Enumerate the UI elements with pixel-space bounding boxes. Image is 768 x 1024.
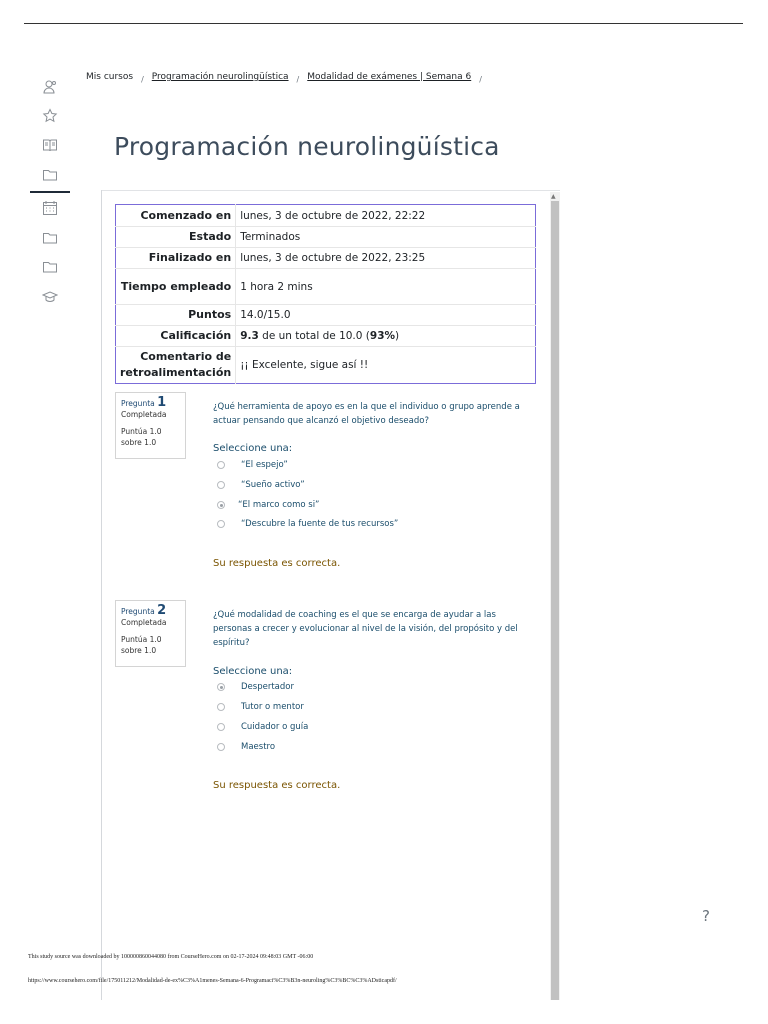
question-text: ¿Qué herramienta de apoyo es en la que el individuo o grupo aprende a actuar pensando que alcanzó el objetivo deseado? bbox=[213, 402, 520, 426]
summary-label: Finalizado en bbox=[116, 248, 236, 269]
answer-option[interactable] bbox=[217, 742, 275, 752]
page-title: Programación neurolingüística bbox=[114, 132, 500, 161]
summary-label: Tiempo empleado bbox=[116, 269, 236, 305]
folder-icon[interactable] bbox=[42, 230, 58, 246]
summary-value: 14.0/15.0 bbox=[236, 305, 536, 326]
question-text: ¿Qué modalidad de coaching es el que se encarga de ayudar a las personas a crecer y evolucionar al nivel de la visión, del propósito y del espíritu? bbox=[213, 610, 518, 648]
summary-row-feedback bbox=[116, 347, 536, 384]
summary-value: Terminados bbox=[236, 227, 536, 248]
question-status: Completada bbox=[121, 410, 167, 419]
top-divider bbox=[24, 23, 743, 24]
question-status: Completada bbox=[121, 618, 167, 627]
question-label: Pregunta bbox=[121, 607, 155, 616]
question-number: 2 bbox=[157, 603, 167, 618]
summary-value: 1 hora 2 mins bbox=[236, 269, 536, 305]
select-one-label: Seleccione una: bbox=[213, 666, 293, 677]
answer-option-selected[interactable] bbox=[217, 500, 319, 510]
breadcrumb-section-link[interactable]: Modalidad de exámenes | Semana 6 bbox=[307, 72, 472, 82]
scrollbar-thumb[interactable] bbox=[551, 201, 559, 1000]
option-label: Maestro bbox=[241, 742, 276, 752]
select-one-label: Seleccione una: bbox=[213, 443, 293, 454]
summary-row-time-taken bbox=[116, 269, 536, 305]
radio-button[interactable] bbox=[217, 481, 225, 489]
summary-row-started bbox=[116, 205, 536, 227]
breadcrumb-my-courses[interactable]: Mis cursos bbox=[86, 72, 134, 82]
grade-percent: 93% bbox=[369, 330, 396, 342]
answer-option[interactable] bbox=[217, 519, 398, 529]
question-score: Puntúa 1.0 sobre 1.0 bbox=[121, 427, 162, 447]
user-participants-icon[interactable] bbox=[42, 79, 58, 95]
folder-icon[interactable] bbox=[42, 167, 58, 183]
summary-value: lunes, 3 de octubre de 2022, 23:25 bbox=[236, 248, 536, 269]
breadcrumb-separator: / bbox=[296, 74, 300, 84]
answer-option[interactable] bbox=[217, 480, 305, 490]
summary-label: Puntos bbox=[116, 305, 236, 326]
active-nav-indicator bbox=[30, 191, 70, 193]
question-number: 1 bbox=[157, 395, 167, 410]
breadcrumb bbox=[86, 72, 490, 82]
attempt-summary-table bbox=[115, 204, 536, 384]
calendar-icon[interactable] bbox=[42, 200, 58, 216]
summary-value bbox=[236, 326, 536, 347]
question-label: Pregunta bbox=[121, 399, 155, 408]
option-label: “Descubre la fuente de tus recursos” bbox=[241, 519, 399, 529]
summary-row-marks bbox=[116, 305, 536, 326]
graduation-cap-icon[interactable] bbox=[42, 289, 58, 305]
radio-button[interactable] bbox=[217, 520, 225, 528]
question-score: Puntúa 1.0 sobre 1.0 bbox=[121, 635, 162, 655]
summary-row-state bbox=[116, 227, 536, 248]
option-label: Tutor o mentor bbox=[241, 702, 304, 712]
scroll-up-icon[interactable]: ▲ bbox=[551, 193, 556, 200]
summary-row-finished bbox=[116, 248, 536, 269]
summary-value: lunes, 3 de octubre de 2022, 22:22 bbox=[236, 205, 536, 227]
radio-button[interactable] bbox=[217, 723, 225, 731]
radio-button[interactable] bbox=[217, 461, 225, 469]
summary-label: Estado bbox=[116, 227, 236, 248]
radio-button[interactable] bbox=[217, 743, 225, 751]
answer-option[interactable] bbox=[217, 460, 288, 470]
folder-icon[interactable] bbox=[42, 259, 58, 275]
answer-option[interactable] bbox=[217, 702, 304, 712]
radio-button[interactable] bbox=[217, 703, 225, 711]
breadcrumb-separator: / bbox=[479, 74, 482, 84]
question-feedback: Su respuesta es correcta. bbox=[213, 558, 341, 569]
question-info-box bbox=[115, 600, 186, 667]
footer-source-url: https://www.coursehero.com/file/175011212/Modalidad-de-ex%C3%A1menes-Semana-6-Programaci%C3%B3n-neuroling%C3%BC%C3%ADsticapdf/ bbox=[28, 978, 397, 984]
answer-option[interactable] bbox=[217, 722, 308, 732]
star-icon[interactable] bbox=[42, 108, 58, 124]
summary-label: Comentario de retroalimentación bbox=[116, 347, 236, 384]
option-label: “El espejo” bbox=[241, 460, 288, 470]
option-label: Cuidador o guía bbox=[241, 722, 309, 732]
book-icon[interactable] bbox=[42, 137, 58, 153]
summary-label: Comenzado en bbox=[116, 205, 236, 227]
grade-close: ) bbox=[395, 330, 400, 342]
question-feedback: Su respuesta es correcta. bbox=[213, 780, 341, 791]
breadcrumb-course-link[interactable]: Programación neurolingüística bbox=[151, 72, 289, 82]
radio-button-selected[interactable] bbox=[217, 683, 225, 691]
summary-label: Calificación bbox=[116, 326, 236, 347]
grade-value: 9.3 bbox=[240, 330, 259, 342]
grade-total: de un total de 10.0 ( bbox=[262, 330, 370, 342]
option-label: Despertador bbox=[241, 682, 294, 692]
help-button[interactable]: ? bbox=[702, 907, 710, 925]
summary-value: ¡¡ Excelente, sigue así !! bbox=[240, 359, 369, 371]
footer-source-note: This study source was downloaded by 100000860044080 from CourseHero.com on 02-17-2024 09:48:03 GMT -06:00 bbox=[28, 954, 314, 960]
option-label: “El marco como si” bbox=[238, 500, 320, 510]
option-label: “Sueño activo” bbox=[241, 480, 305, 490]
question-info-box bbox=[115, 392, 186, 459]
breadcrumb-separator: / bbox=[141, 74, 144, 84]
radio-button-selected[interactable] bbox=[217, 501, 225, 509]
answer-option-selected[interactable] bbox=[217, 682, 294, 692]
summary-row-grade bbox=[116, 326, 536, 347]
